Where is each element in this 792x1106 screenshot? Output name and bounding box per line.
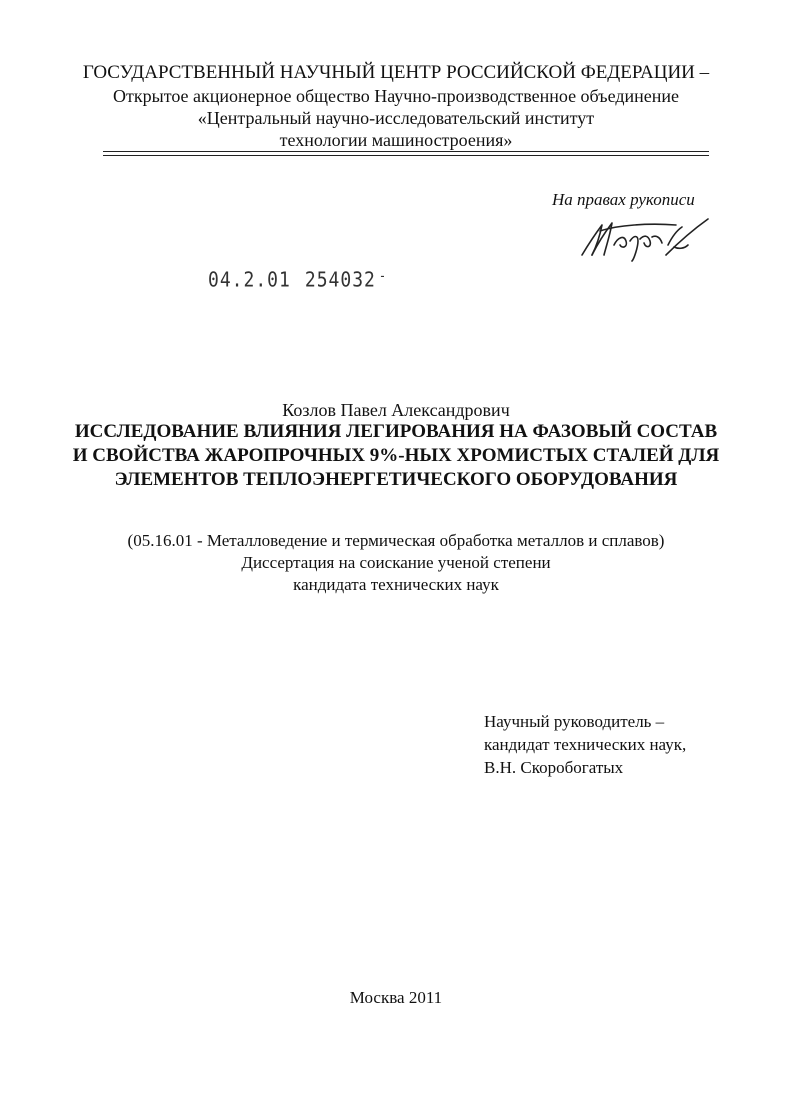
supervisor-degree: кандидат технических наук, bbox=[484, 735, 687, 754]
supervisor-role: Научный руководитель – bbox=[484, 712, 665, 731]
title-line-3: ЭЛЕМЕНТОВ ТЕПЛОЭНЕРГЕТИЧЕСКОГО ОБОРУДОВАНИЯ bbox=[114, 469, 678, 490]
archive-stamp bbox=[208, 268, 387, 292]
header-divider-thick bbox=[103, 151, 709, 152]
degree-line-2: кандидата технических наук bbox=[293, 575, 499, 594]
specialty-code: (05.16.01 - Металловедение и термическая обработка металлов и сплавов) bbox=[127, 531, 665, 550]
header-divider-thin bbox=[103, 155, 709, 156]
stamp-date: 04.2.01 bbox=[208, 268, 291, 293]
author-name: Козлов Павел Александрович bbox=[282, 400, 510, 420]
title-line-2: И СВОЙСТВА ЖАРОПРОЧНЫХ 9%-НЫХ ХРОМИСТЫХ СТАЛЕЙ ДЛЯ bbox=[72, 445, 720, 466]
org-line-2: Открытое акционерное общество Научно-производственное объединение bbox=[113, 86, 679, 106]
stamp-mark: - bbox=[378, 268, 388, 285]
stamp-number: 254032 bbox=[304, 268, 376, 293]
org-line-4: технологии машиностроения» bbox=[279, 130, 513, 150]
manuscript-rights-note: На правах рукописи bbox=[552, 190, 695, 209]
org-line-1: ГОСУДАРСТВЕННЫЙ НАУЧНЫЙ ЦЕНТР РОССИЙСКОЙ ФЕДЕРАЦИИ – bbox=[82, 62, 710, 83]
degree-line-1: Диссертация на соискание ученой степени bbox=[241, 553, 551, 572]
org-line-3: «Центральный научно-исследовательский институт bbox=[197, 108, 595, 128]
handwritten-signature bbox=[578, 215, 718, 263]
city-year: Москва 2011 bbox=[349, 988, 443, 1007]
supervisor-name: В.Н. Скоробогатых bbox=[484, 758, 624, 777]
title-line-1: ИССЛЕДОВАНИЕ ВЛИЯНИЯ ЛЕГИРОВАНИЯ НА ФАЗОВЫЙ СОСТАВ bbox=[74, 421, 718, 442]
